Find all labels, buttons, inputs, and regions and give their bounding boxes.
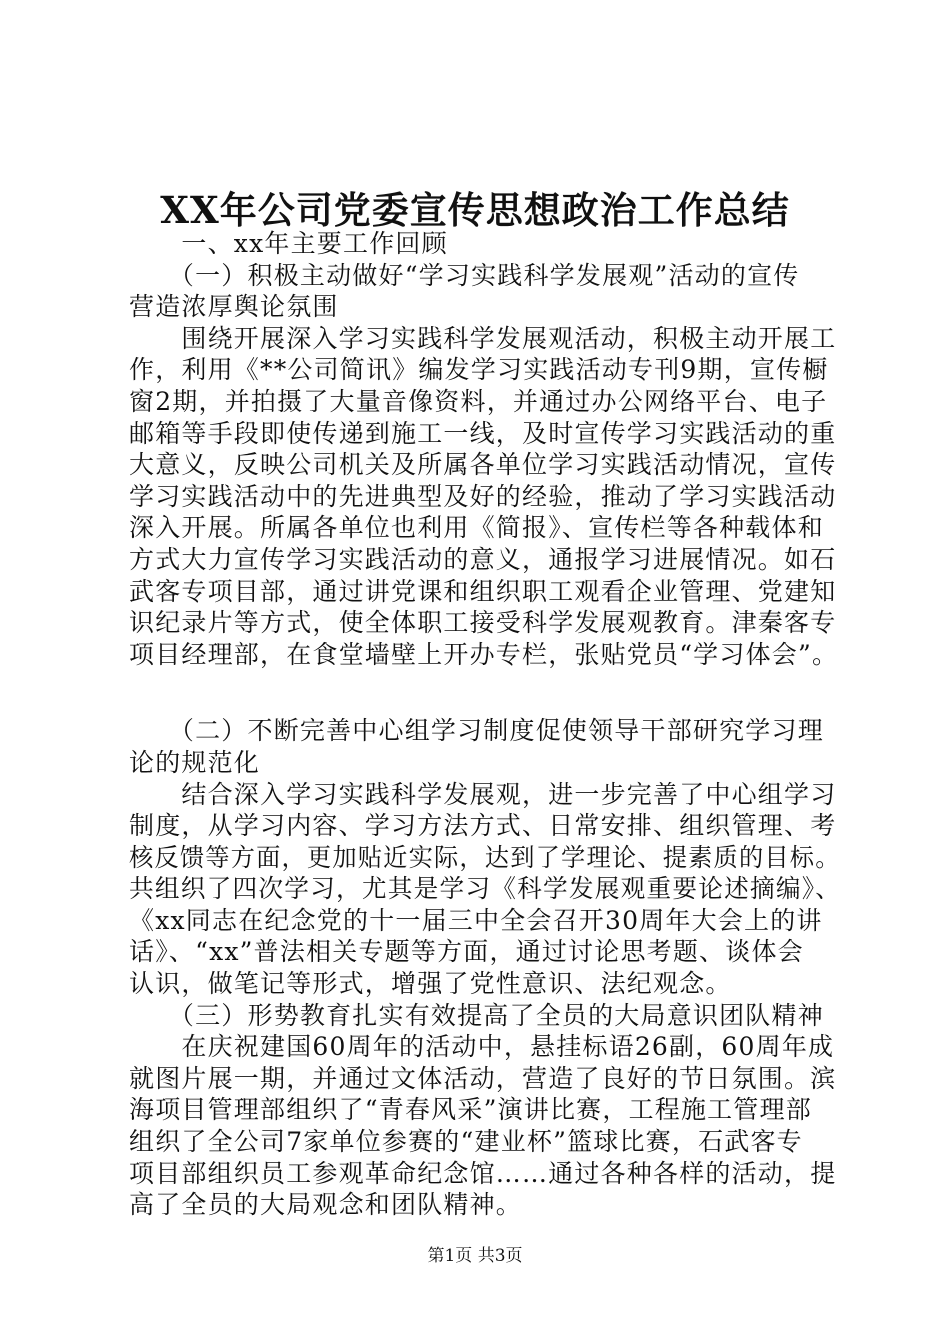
- text-line: 深入开展。所属各单位也利用《简报》、宣传栏等各种载体和: [129, 513, 824, 543]
- text-line: 核反馈等方面，更加贴近实际，达到了学理论、提素质的目标。: [129, 842, 841, 872]
- text-line: 大意义，反映公司机关及所属各单位学习实践活动情况，宣传: [129, 450, 837, 480]
- text-line: 作，利用《**公司简讯》编发学习实践活动专刊9期，宣传橱: [129, 355, 829, 385]
- text-line: 制度，从学习内容、学习方法方式、日常安排、组织管理、考: [129, 811, 837, 841]
- text-line: 武客专项目部，通过讲党课和组织职工观看企业管理、党建知: [129, 576, 837, 606]
- text-line: （三）形势教育扎实有效提高了全员的大局意识团队精神: [129, 1000, 824, 1030]
- text-line: [129, 670, 829, 715]
- text-line: （一）积极主动做好“学习实践科学发展观”活动的宣传: [129, 260, 800, 290]
- page-footer: 第1页 共3页: [427, 1246, 523, 1266]
- text-line: 方式大力宣传学习实践活动的意义，通报学习进展情况。如石: [129, 544, 837, 574]
- text-line: 识纪录片等方式，使全体职工接受科学发展观教育。津秦客专: [129, 608, 837, 638]
- text-line: （二）不断完善中心组学习制度促使领导干部研究学习理: [129, 716, 824, 746]
- text-line: 邮箱等手段即使传递到施工一线，及时宣传学习实践活动的重: [129, 418, 837, 448]
- text-line: 组织了全公司7家单位参赛的“建业杯”篮球比赛，石武客专: [129, 1127, 803, 1157]
- text-line: 结合深入学习实践科学发展观，进一步完善了中心组学习: [129, 779, 837, 809]
- text-line: 高了全员的大局观念和团队精神。: [129, 1190, 523, 1220]
- text-line: 在庆祝建国60周年的活动中，悬挂标语26副，60周年成: [129, 1032, 835, 1062]
- text-line: 共组织了四次学习，尤其是学习《科学发展观重要论述摘编》、: [129, 874, 842, 904]
- text-line: 学习实践活动中的先进典型及好的经验，推动了学习实践活动: [129, 481, 837, 511]
- text-line: 话》、“xx”普法相关专题等方面，通过讨论思考题、谈体会: [129, 937, 804, 967]
- text-line: 围绕开展深入学习实践科学发展观活动，积极主动开展工: [129, 323, 837, 353]
- page-title: XX年公司党委宣传思想政治工作总结: [160, 188, 790, 232]
- text-line: 认识，做笔记等形式，增强了党性意识、法纪观念。: [129, 969, 732, 999]
- text-line: 项目部组织员工参观革命纪念馆……通过各种各样的活动，提: [129, 1158, 837, 1188]
- text-line: 《xx同志在纪念党的十一届三中全会召开30周年大会上的讲: [129, 905, 823, 935]
- text-line: 就图片展一期，并通过文体活动，营造了良好的节日氛围。滨: [129, 1063, 837, 1093]
- text-line: 论的规范化: [129, 747, 261, 777]
- text-line: 营造浓厚舆论氛围: [129, 292, 339, 322]
- text-line: 窗2期，并拍摄了大量音像资料，并通过办公网络平台、电子: [129, 386, 828, 416]
- document-body: [129, 228, 842, 1221]
- text-line: 一、xx年主要工作回顾: [129, 229, 448, 258]
- text-line: 项目经理部，在食堂墙壁上开办专栏，张贴党员“学习体会”。: [129, 639, 839, 669]
- text-line: 海项目管理部组织了“青春风采”演讲比赛，工程施工管理部: [129, 1095, 812, 1125]
